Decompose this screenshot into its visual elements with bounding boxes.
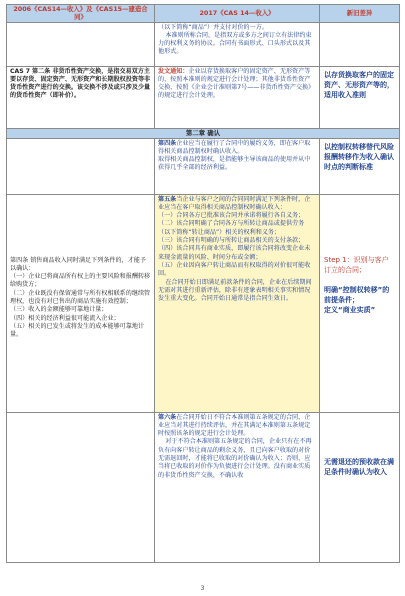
header-new-standard: 2017《CAS 14—收入》 — [155, 5, 320, 23]
comparison-page — [6, 4, 399, 563]
diff-cell-2: 以存货换取客户的固定资产、无形资产等的，适用收入准则 — [320, 66, 400, 128]
comparison-table — [6, 4, 400, 563]
diff-cell-3: 以控制权转移替代风险报酬转移作为收入确认时点的判断标准 — [320, 138, 400, 194]
new-cell-4: 第五条当企业与客户之间的合同同时满足下列条件时，企业应当在客户取得相关商品控制权时确认收入： （一）合同各方已批准该合同并承诺将履行各自义务； （二）该合同明确了合同各方与所转让商品或提供劳务（以下简称“转让商品”）相关的权利和义务； （三）该合同有明确的与所转让商品相关的支付条款； （四）该合同具有商业实质，即履行该合同将改变企业未来现金流量的风险、时间分布或金额； （五）企业因向客户转让商品而有权取得的对价很可能收回。 在合同开始日即满足前款条件的合同，企业在后续期间无需对其进行重新评估，除非有迹象表明相关事实和情况发生重大变化。合同开始日通常是指合同生效日。 — [155, 194, 320, 412]
table-row — [7, 138, 400, 194]
new-cell-2: 发文通知：企业以存货换取客户的固定资产、无形资产等的，按照本准则的规定进行会计处理；其他非货币性资产交换，按照《企业会计准则第7号——非货币性资产交换》的规定进行会计处理。 — [155, 66, 320, 128]
table-row — [7, 66, 400, 128]
diff-cell-4: Step 1：识别与客户订立的合同； 明确“控制权转移”的前提条件； 定义“商业实质” — [320, 194, 400, 412]
header-differences: 新旧差异 — [320, 5, 400, 23]
new-cell-3: 第四条企业应当在履行了合同中的履约义务，即在客户取得相关商品控制权时确认收入。 取得相关商品控制权，是指能够主导该商品的使用并从中获得几乎全部的经济利益。 — [155, 138, 320, 194]
section-title: 第二章 确认 — [7, 128, 400, 138]
header-old-standard: 2006《CAS14—收入》及《CAS15—建造合同》 — [7, 5, 155, 23]
diff-cell-5: 无需退还的预收款在满足条件时确认为收入 — [320, 412, 400, 562]
old-cell-2: CAS 7 第二条 非货币性资产交换，是指交易双方主要以存货、固定资产、无形资产和长期股权投资等非货币性资产进行的交换。该交换不涉及或只涉及少量的货币性资产（即补价）。 — [7, 66, 155, 128]
old-cell-4: 第四条 销售商品收入同时满足下列条件的，才能予以确认： （一）企业已将商品所有权上的主要风险和报酬转移给购货方； （二）企业既没有保留通常与所有权相联系的继续管理权，也没有对已售出的商品实施有效控制； （三）收入的金额能够可靠地计量； （四）相关的经济利益很可能流入企业； （五）相关的已发生或将发生的成本能够可靠地计量。 — [7, 194, 155, 412]
table-header-row — [7, 5, 400, 23]
table-row — [7, 22, 400, 66]
new-cell-5: 第六条在合同开始日不符合本准则第五条规定的合同，企业应当对其进行持续评估，并在其满足本准则第五条规定时按照该条的规定进行会计处理。 对于不符合本准则第五条规定的合同，企业只有在不再负有向客户转让商品的剩余义务，且已向客户收取的对价无需退回时，才能将已收取的对价确认为收入；否则，应当将已收取的对价作为负债进行会计处理。没有商业实质的非货币性资产交换，不确认收 — [155, 412, 320, 562]
page-number: 3 — [200, 585, 205, 592]
table-row — [7, 194, 400, 412]
new-cell-1: （以下简称“商品”）并支付对价的一方。 本准则所称合同，是指双方或多方之间订立有法律约束力的权利义务的协议。合同有书面形式、口头形式以及其他形式。 — [155, 22, 320, 66]
diff-cell-1 — [320, 22, 400, 66]
section-row — [7, 128, 400, 138]
table-row — [7, 412, 400, 562]
old-cell-1 — [7, 22, 155, 66]
old-cell-3 — [7, 138, 155, 194]
old-cell-5 — [7, 412, 155, 562]
